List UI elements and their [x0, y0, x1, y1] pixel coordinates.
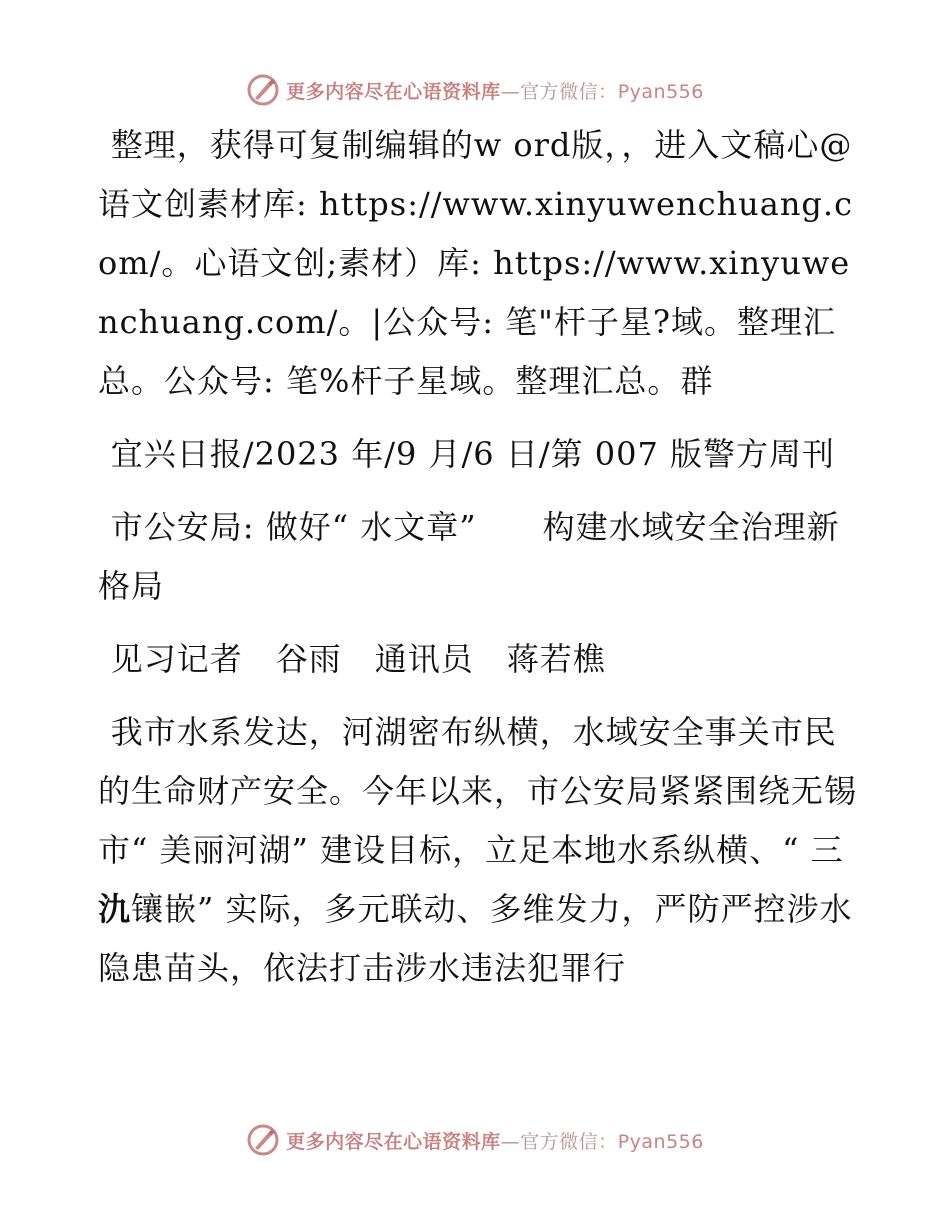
- header-banner: [0, 70, 950, 110]
- paragraph-headline: 市公安局: 做好“ 水文章” 构建水域安全治理新格局: [98, 508, 840, 605]
- banner-text: [286, 1127, 704, 1154]
- paragraph-body: [98, 703, 858, 998]
- banner-sub-text: 官方微信：: [520, 1130, 618, 1153]
- pen-logo-icon: [246, 1123, 280, 1157]
- paragraph-byline: 见习记者 谷雨 通讯员 蒋若樵: [110, 640, 606, 678]
- paragraph-intro: 整理，获得可复制编辑的w ord版，，进入文稿心@语文创素材库: https://www.xinyuwenchuang.com/。心语文创;素材）库: https://www.xinyuwenchuang.com/。|公众号: 笔"杆子星?域。整理汇总。公众号: 笔%杆子星域。整理汇总。群: [98, 126, 854, 400]
- banner-wechat-id: Pyan556: [617, 80, 704, 103]
- body-text-part2: 镶嵌” 实际，多元联动、多维发力，严防严控涉水隐患苗头，依法打击涉水违法犯罪行: [98, 890, 853, 987]
- banner-main-text: 更多内容尽在心语资料库: [286, 80, 501, 103]
- banner-dash: —: [500, 80, 521, 103]
- paragraph-source: 宜兴日报/2023 年/9 月/6 日/第 007 版警方周刊: [110, 435, 836, 473]
- document-body: [98, 116, 858, 998]
- pen-logo-icon: [246, 73, 280, 107]
- banner-main-text: 更多内容尽在心语资料库: [286, 1130, 501, 1153]
- banner-wechat-id: Pyan556: [617, 1130, 704, 1153]
- banner-sub-text: 官方微信：: [520, 80, 618, 103]
- banner-text: [286, 77, 704, 104]
- footer-banner: [0, 1120, 950, 1160]
- body-text-part1: 我市水系发达，河湖密布纵横，水域安全事关市民的生命财产安全。今年以来，市公安局紧紧围绕无锡市“ 美丽河湖” 建设目标，立足本地水系纵横、“ 三: [98, 713, 858, 869]
- banner-dash: —: [500, 1130, 521, 1153]
- body-text-highlight: 氿: [98, 890, 132, 928]
